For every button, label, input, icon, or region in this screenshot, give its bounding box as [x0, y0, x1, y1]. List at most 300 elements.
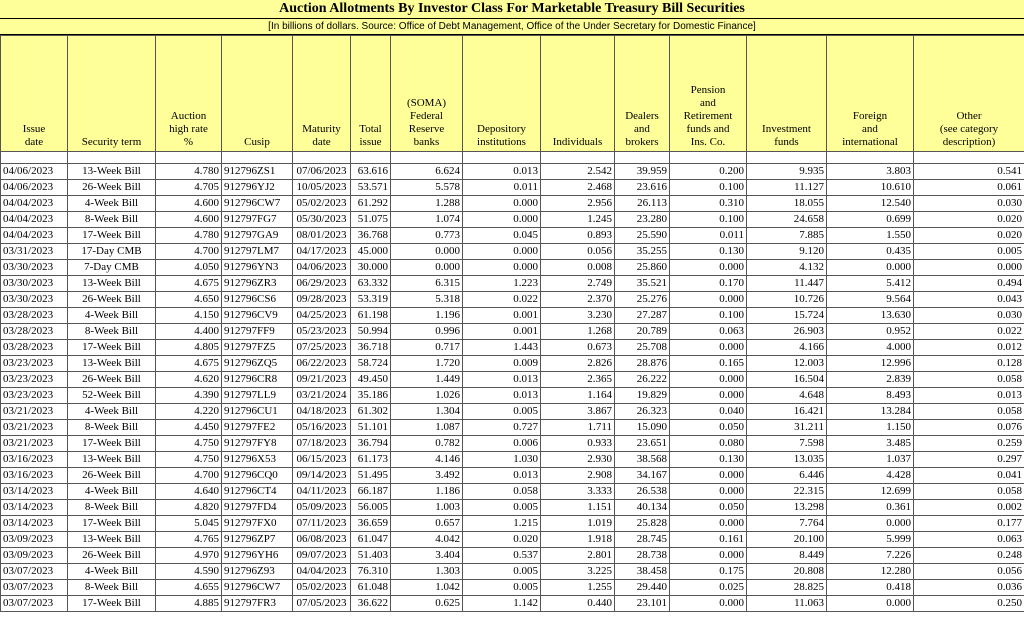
cell-security-term: 26-Week Bill — [68, 548, 156, 564]
cell-other: 0.259 — [914, 436, 1024, 452]
cell-foreign-and-international: 12.996 — [827, 356, 914, 372]
header-line: (see category — [939, 123, 999, 135]
cell-soma-federal-reserve-banks: 1.288 — [391, 196, 463, 212]
cell-auction-high-rate: 4.750 — [156, 452, 222, 468]
cell-auction-high-rate: 4.600 — [156, 212, 222, 228]
cell-foreign-and-international: 1.037 — [827, 452, 914, 468]
cell-pension-retirement-funds-ins-co: 0.080 — [670, 436, 747, 452]
cell-total-issue: 61.048 — [351, 580, 391, 596]
cell-maturity-date: 09/28/2023 — [293, 292, 351, 308]
cell-security-term: 26-Week Bill — [68, 180, 156, 196]
cell-individuals: 0.056 — [541, 244, 615, 260]
table-row — [1, 516, 1024, 532]
cell-other: 0.036 — [914, 580, 1024, 596]
cell-dealers-and-brokers: 26.113 — [615, 196, 670, 212]
cell-dealers-and-brokers: 19.829 — [615, 388, 670, 404]
cell-security-term: 8-Week Bill — [68, 580, 156, 596]
header-line: funds — [774, 136, 799, 148]
cell-total-issue: 35.186 — [351, 388, 391, 404]
cell-auction-high-rate: 4.675 — [156, 276, 222, 292]
cell-dealers-and-brokers: 28.738 — [615, 548, 670, 564]
column-header-other — [914, 36, 1024, 152]
cell-pension-retirement-funds-ins-co: 0.000 — [670, 372, 747, 388]
table-row — [1, 228, 1024, 244]
cell-soma-federal-reserve-banks: 0.625 — [391, 596, 463, 612]
cell-dealers-and-brokers: 25.590 — [615, 228, 670, 244]
table-row — [1, 340, 1024, 356]
header-line: date — [24, 136, 44, 148]
cell-maturity-date: 04/17/2023 — [293, 244, 351, 260]
header-line: Maturity — [302, 123, 341, 135]
header-line: Other — [956, 110, 982, 122]
cell-pension-retirement-funds-ins-co: 0.063 — [670, 324, 747, 340]
cell-cusip: 912796CR8 — [222, 372, 293, 388]
header-line: Security term — [81, 136, 142, 148]
cell-issue-date: 03/14/2023 — [1, 484, 68, 500]
header-line: Auction — [170, 110, 207, 122]
cell-maturity-date: 05/23/2023 — [293, 324, 351, 340]
cell-total-issue: 36.659 — [351, 516, 391, 532]
cell-auction-high-rate: 4.885 — [156, 596, 222, 612]
cell-auction-high-rate: 5.045 — [156, 516, 222, 532]
cell-dealers-and-brokers: 26.323 — [615, 404, 670, 420]
cell-pension-retirement-funds-ins-co: 0.200 — [670, 164, 747, 180]
cell-foreign-and-international: 2.839 — [827, 372, 914, 388]
cell-dealers-and-brokers: 23.101 — [615, 596, 670, 612]
header-line: date — [312, 136, 331, 148]
cell-foreign-and-international: 13.284 — [827, 404, 914, 420]
cell-total-issue: 51.403 — [351, 548, 391, 564]
cell-auction-high-rate: 4.650 — [156, 292, 222, 308]
cell-total-issue: 61.173 — [351, 452, 391, 468]
column-header-individuals — [541, 36, 615, 152]
cell-total-issue: 36.622 — [351, 596, 391, 612]
cell-issue-date: 03/28/2023 — [1, 340, 68, 356]
cell-issue-date: 03/09/2023 — [1, 548, 68, 564]
cell-maturity-date: 07/25/2023 — [293, 340, 351, 356]
cell-security-term: 17-Week Bill — [68, 516, 156, 532]
cell-investment-funds: 18.055 — [747, 196, 827, 212]
cell-depository-institutions: 0.000 — [463, 260, 541, 276]
cell-individuals: 2.542 — [541, 164, 615, 180]
header-line: Foreign — [852, 110, 888, 122]
column-header-pension-retirement-funds-ins-co — [670, 36, 747, 152]
cell-maturity-date: 06/22/2023 — [293, 356, 351, 372]
table-row — [1, 164, 1024, 180]
column-header-soma-federal-reserve-banks — [391, 36, 463, 152]
cell-individuals: 2.370 — [541, 292, 615, 308]
table-row — [1, 596, 1024, 612]
cell-individuals: 1.164 — [541, 388, 615, 404]
cell-other: 0.013 — [914, 388, 1024, 404]
cell-issue-date: 04/06/2023 — [1, 164, 68, 180]
column-header-issue-date — [1, 36, 68, 152]
cell-security-term: 4-Week Bill — [68, 484, 156, 500]
cell-issue-date: 03/21/2023 — [1, 436, 68, 452]
page-title: Auction Allotments By Investor Class For Marketable Treasury Bill Securities — [0, 0, 1024, 19]
cell-issue-date: 03/23/2023 — [1, 356, 68, 372]
cell-issue-date: 03/30/2023 — [1, 292, 68, 308]
cell-auction-high-rate: 4.970 — [156, 548, 222, 564]
cell-other: 0.041 — [914, 468, 1024, 484]
cell-auction-high-rate: 4.750 — [156, 436, 222, 452]
cell-individuals: 1.255 — [541, 580, 615, 596]
cell-depository-institutions: 1.443 — [463, 340, 541, 356]
cell-security-term: 26-Week Bill — [68, 372, 156, 388]
header-line: Individuals — [552, 136, 603, 148]
cell-dealers-and-brokers: 28.876 — [615, 356, 670, 372]
cell-soma-federal-reserve-banks: 6.624 — [391, 164, 463, 180]
cell-total-issue: 61.292 — [351, 196, 391, 212]
cell-security-term: 8-Week Bill — [68, 420, 156, 436]
cell-foreign-and-international: 12.540 — [827, 196, 914, 212]
table-row — [1, 372, 1024, 388]
cell-investment-funds: 11.447 — [747, 276, 827, 292]
cell-foreign-and-international: 7.226 — [827, 548, 914, 564]
cell-security-term: 4-Week Bill — [68, 404, 156, 420]
cell-foreign-and-international: 3.485 — [827, 436, 914, 452]
cell-soma-federal-reserve-banks: 5.578 — [391, 180, 463, 196]
table-row — [1, 180, 1024, 196]
cell-depository-institutions: 1.223 — [463, 276, 541, 292]
cell-total-issue: 51.495 — [351, 468, 391, 484]
cell-pension-retirement-funds-ins-co: 0.000 — [670, 468, 747, 484]
cell-auction-high-rate: 4.805 — [156, 340, 222, 356]
cell-dealers-and-brokers: 29.440 — [615, 580, 670, 596]
cell-total-issue: 56.005 — [351, 500, 391, 516]
cell-depository-institutions: 0.005 — [463, 500, 541, 516]
cell-investment-funds: 16.504 — [747, 372, 827, 388]
cell-pension-retirement-funds-ins-co: 0.175 — [670, 564, 747, 580]
cell-pension-retirement-funds-ins-co: 0.040 — [670, 404, 747, 420]
cell-maturity-date: 05/16/2023 — [293, 420, 351, 436]
header-line: Total — [359, 123, 382, 135]
cell-foreign-and-international: 4.000 — [827, 340, 914, 356]
cell-soma-federal-reserve-banks: 3.492 — [391, 468, 463, 484]
table-row — [1, 404, 1024, 420]
cell-investment-funds: 6.446 — [747, 468, 827, 484]
cell-maturity-date: 06/08/2023 — [293, 532, 351, 548]
cell-dealers-and-brokers: 39.959 — [615, 164, 670, 180]
cell-depository-institutions: 0.020 — [463, 532, 541, 548]
table-row — [1, 500, 1024, 516]
header-line: funds and — [686, 123, 730, 135]
cell-depository-institutions: 0.013 — [463, 164, 541, 180]
header-line: and — [634, 123, 650, 135]
cell-investment-funds: 11.127 — [747, 180, 827, 196]
cell-maturity-date: 07/05/2023 — [293, 596, 351, 612]
cell-security-term: 17-Week Bill — [68, 596, 156, 612]
cell-auction-high-rate: 4.640 — [156, 484, 222, 500]
column-header-security-term — [68, 36, 156, 152]
cell-soma-federal-reserve-banks: 0.773 — [391, 228, 463, 244]
cell-individuals: 2.956 — [541, 196, 615, 212]
header-line: international — [842, 136, 898, 148]
header-line: Pension — [690, 84, 726, 96]
column-header-depository-institutions — [463, 36, 541, 152]
header-line: and — [862, 123, 878, 135]
cell-other: 0.022 — [914, 324, 1024, 340]
cell-cusip: 912797FR3 — [222, 596, 293, 612]
cell-cusip: 912796CV9 — [222, 308, 293, 324]
cell-issue-date: 03/31/2023 — [1, 244, 68, 260]
cell-other: 0.000 — [914, 260, 1024, 276]
cell-other: 0.030 — [914, 308, 1024, 324]
cell-soma-federal-reserve-banks: 1.449 — [391, 372, 463, 388]
cell-investment-funds: 11.063 — [747, 596, 827, 612]
cell-issue-date: 04/04/2023 — [1, 212, 68, 228]
cell-soma-federal-reserve-banks: 0.996 — [391, 324, 463, 340]
cell-individuals: 2.908 — [541, 468, 615, 484]
cell-issue-date: 04/04/2023 — [1, 228, 68, 244]
table-row — [1, 580, 1024, 596]
cell-cusip: 912797LM7 — [222, 244, 293, 260]
cell-individuals: 2.365 — [541, 372, 615, 388]
cell-security-term: 4-Week Bill — [68, 564, 156, 580]
cell-pension-retirement-funds-ins-co: 0.130 — [670, 452, 747, 468]
cell-dealers-and-brokers: 28.745 — [615, 532, 670, 548]
cell-soma-federal-reserve-banks: 0.782 — [391, 436, 463, 452]
cell-pension-retirement-funds-ins-co: 0.000 — [670, 260, 747, 276]
cell-depository-institutions: 0.001 — [463, 324, 541, 340]
cell-investment-funds: 7.764 — [747, 516, 827, 532]
cell-dealers-and-brokers: 23.651 — [615, 436, 670, 452]
cell-individuals: 1.019 — [541, 516, 615, 532]
cell-soma-federal-reserve-banks: 1.186 — [391, 484, 463, 500]
cell-investment-funds: 28.825 — [747, 580, 827, 596]
cell-investment-funds: 26.903 — [747, 324, 827, 340]
cell-auction-high-rate: 4.590 — [156, 564, 222, 580]
cell-soma-federal-reserve-banks: 0.717 — [391, 340, 463, 356]
cell-issue-date: 03/28/2023 — [1, 324, 68, 340]
cell-individuals: 2.930 — [541, 452, 615, 468]
cell-total-issue: 49.450 — [351, 372, 391, 388]
cell-depository-institutions: 0.022 — [463, 292, 541, 308]
cell-maturity-date: 04/06/2023 — [293, 260, 351, 276]
cell-depository-institutions: 0.006 — [463, 436, 541, 452]
cell-total-issue: 51.101 — [351, 420, 391, 436]
cell-other: 0.012 — [914, 340, 1024, 356]
cell-other: 0.128 — [914, 356, 1024, 372]
cell-individuals: 1.245 — [541, 212, 615, 228]
cell-issue-date: 04/06/2023 — [1, 180, 68, 196]
table-row — [1, 564, 1024, 580]
cell-issue-date: 03/30/2023 — [1, 260, 68, 276]
cell-dealers-and-brokers: 35.521 — [615, 276, 670, 292]
cell-dealers-and-brokers: 27.287 — [615, 308, 670, 324]
cell-total-issue: 53.571 — [351, 180, 391, 196]
cell-maturity-date: 03/21/2024 — [293, 388, 351, 404]
cell-investment-funds: 12.003 — [747, 356, 827, 372]
cell-maturity-date: 07/11/2023 — [293, 516, 351, 532]
cell-other: 0.005 — [914, 244, 1024, 260]
cell-individuals: 3.230 — [541, 308, 615, 324]
cell-total-issue: 66.187 — [351, 484, 391, 500]
table-row — [1, 260, 1024, 276]
cell-issue-date: 03/21/2023 — [1, 420, 68, 436]
column-header-auction-high-rate — [156, 36, 222, 152]
cell-depository-institutions: 0.727 — [463, 420, 541, 436]
cell-total-issue: 36.718 — [351, 340, 391, 356]
cell-cusip: 912796YJ2 — [222, 180, 293, 196]
cell-other: 0.541 — [914, 164, 1024, 180]
column-header-dealers-and-brokers — [615, 36, 670, 152]
cell-dealers-and-brokers: 38.568 — [615, 452, 670, 468]
cell-security-term: 17-Week Bill — [68, 436, 156, 452]
cell-cusip: 912796CS6 — [222, 292, 293, 308]
cell-total-issue: 63.332 — [351, 276, 391, 292]
cell-individuals: 1.151 — [541, 500, 615, 516]
cell-cusip: 912797FD4 — [222, 500, 293, 516]
cell-individuals: 0.893 — [541, 228, 615, 244]
cell-soma-federal-reserve-banks: 0.000 — [391, 260, 463, 276]
cell-cusip: 912796CT4 — [222, 484, 293, 500]
cell-maturity-date: 04/25/2023 — [293, 308, 351, 324]
table-row — [1, 452, 1024, 468]
cell-security-term: 13-Week Bill — [68, 356, 156, 372]
cell-other: 0.058 — [914, 404, 1024, 420]
cell-security-term: 13-Week Bill — [68, 532, 156, 548]
table-row — [1, 212, 1024, 228]
cell-dealers-and-brokers: 26.222 — [615, 372, 670, 388]
table-row — [1, 532, 1024, 548]
cell-soma-federal-reserve-banks: 0.657 — [391, 516, 463, 532]
cell-pension-retirement-funds-ins-co: 0.100 — [670, 212, 747, 228]
cell-security-term: 8-Week Bill — [68, 500, 156, 516]
cell-maturity-date: 09/21/2023 — [293, 372, 351, 388]
cell-auction-high-rate: 4.780 — [156, 164, 222, 180]
cell-issue-date: 03/07/2023 — [1, 564, 68, 580]
cell-dealers-and-brokers: 25.828 — [615, 516, 670, 532]
cell-depository-institutions: 0.005 — [463, 564, 541, 580]
cell-maturity-date: 06/29/2023 — [293, 276, 351, 292]
cell-cusip: 912797FX0 — [222, 516, 293, 532]
cell-issue-date: 03/07/2023 — [1, 596, 68, 612]
cell-maturity-date: 10/05/2023 — [293, 180, 351, 196]
column-header-total-issue — [351, 36, 391, 152]
cell-investment-funds: 24.658 — [747, 212, 827, 228]
cell-other: 0.058 — [914, 484, 1024, 500]
cell-cusip: 912797GA9 — [222, 228, 293, 244]
cell-depository-institutions: 0.000 — [463, 196, 541, 212]
cell-individuals: 2.749 — [541, 276, 615, 292]
cell-investment-funds: 4.132 — [747, 260, 827, 276]
cell-foreign-and-international: 4.428 — [827, 468, 914, 484]
cell-other: 0.002 — [914, 500, 1024, 516]
header-line: Retirement — [683, 110, 733, 122]
cell-auction-high-rate: 4.820 — [156, 500, 222, 516]
cell-foreign-and-international: 5.999 — [827, 532, 914, 548]
cell-auction-high-rate: 4.675 — [156, 356, 222, 372]
cell-total-issue: 45.000 — [351, 244, 391, 260]
cell-individuals: 2.468 — [541, 180, 615, 196]
cell-issue-date: 03/09/2023 — [1, 532, 68, 548]
table-body — [1, 152, 1024, 612]
cell-total-issue: 63.616 — [351, 164, 391, 180]
cell-other: 0.076 — [914, 420, 1024, 436]
cell-individuals: 1.711 — [541, 420, 615, 436]
cell-dealers-and-brokers: 35.255 — [615, 244, 670, 260]
cell-maturity-date: 04/11/2023 — [293, 484, 351, 500]
cell-maturity-date: 05/02/2023 — [293, 580, 351, 596]
cell-pension-retirement-funds-ins-co: 0.000 — [670, 484, 747, 500]
table-row — [1, 468, 1024, 484]
cell-maturity-date: 04/18/2023 — [293, 404, 351, 420]
header-line: banks — [413, 136, 440, 148]
cell-depository-institutions: 0.537 — [463, 548, 541, 564]
cell-cusip: 912796ZQ5 — [222, 356, 293, 372]
cell-maturity-date: 08/01/2023 — [293, 228, 351, 244]
cell-individuals: 3.225 — [541, 564, 615, 580]
cell-dealers-and-brokers: 25.860 — [615, 260, 670, 276]
cell-security-term: 17-Day CMB — [68, 244, 156, 260]
cell-investment-funds: 7.885 — [747, 228, 827, 244]
cell-investment-funds: 22.315 — [747, 484, 827, 500]
cell-individuals: 2.801 — [541, 548, 615, 564]
cell-foreign-and-international: 0.699 — [827, 212, 914, 228]
cell-total-issue: 58.724 — [351, 356, 391, 372]
column-header-foreign-and-international — [827, 36, 914, 152]
header-line: Reserve — [408, 123, 445, 135]
cell-soma-federal-reserve-banks: 1.304 — [391, 404, 463, 420]
cell-investment-funds: 9.120 — [747, 244, 827, 260]
header-line: Investment — [762, 123, 811, 135]
cell-cusip: 912796CW7 — [222, 196, 293, 212]
cell-maturity-date: 06/15/2023 — [293, 452, 351, 468]
cell-individuals: 1.268 — [541, 324, 615, 340]
cell-individuals: 0.008 — [541, 260, 615, 276]
cell-depository-institutions: 0.001 — [463, 308, 541, 324]
cell-cusip: 912796ZP7 — [222, 532, 293, 548]
cell-pension-retirement-funds-ins-co: 0.000 — [670, 596, 747, 612]
cell-other: 0.177 — [914, 516, 1024, 532]
cell-depository-institutions: 0.000 — [463, 244, 541, 260]
header-line: issue — [359, 136, 382, 148]
cell-investment-funds: 8.449 — [747, 548, 827, 564]
table-row — [1, 196, 1024, 212]
header-line: Federal — [410, 110, 443, 122]
cell-security-term: 26-Week Bill — [68, 468, 156, 484]
cell-cusip: 912797FF9 — [222, 324, 293, 340]
cell-auction-high-rate: 4.220 — [156, 404, 222, 420]
cell-investment-funds: 9.935 — [747, 164, 827, 180]
cell-other: 0.248 — [914, 548, 1024, 564]
cell-foreign-and-international: 0.952 — [827, 324, 914, 340]
table-row — [1, 356, 1024, 372]
cell-other: 0.061 — [914, 180, 1024, 196]
header-line: Issue — [22, 123, 46, 135]
header-line: and — [700, 97, 716, 109]
cell-auction-high-rate: 4.450 — [156, 420, 222, 436]
cell-individuals: 3.867 — [541, 404, 615, 420]
cell-dealers-and-brokers: 26.538 — [615, 484, 670, 500]
cell-foreign-and-international: 0.000 — [827, 516, 914, 532]
cell-depository-institutions: 0.005 — [463, 404, 541, 420]
cell-dealers-and-brokers: 23.280 — [615, 212, 670, 228]
cell-security-term: 13-Week Bill — [68, 276, 156, 292]
cell-security-term: 17-Week Bill — [68, 340, 156, 356]
cell-soma-federal-reserve-banks: 1.074 — [391, 212, 463, 228]
cell-issue-date: 03/16/2023 — [1, 468, 68, 484]
cell-security-term: 17-Week Bill — [68, 228, 156, 244]
cell-pension-retirement-funds-ins-co: 0.050 — [670, 500, 747, 516]
cell-auction-high-rate: 4.705 — [156, 180, 222, 196]
cell-maturity-date: 07/06/2023 — [293, 164, 351, 180]
table-row — [1, 388, 1024, 404]
cell-investment-funds: 15.724 — [747, 308, 827, 324]
cell-depository-institutions: 0.045 — [463, 228, 541, 244]
cell-individuals: 0.440 — [541, 596, 615, 612]
